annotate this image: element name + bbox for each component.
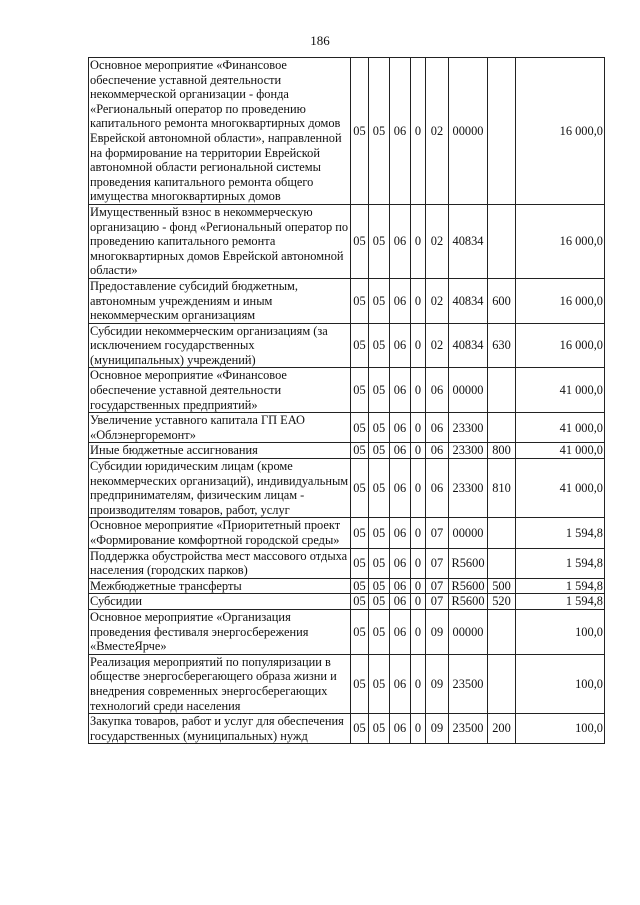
code-measure: 07 bbox=[426, 578, 449, 594]
amount: 16 000,0 bbox=[516, 58, 605, 205]
code-chapter: 05 bbox=[351, 594, 369, 610]
code-expense-type bbox=[488, 548, 516, 578]
code-program: 06 bbox=[390, 323, 411, 368]
amount: 16 000,0 bbox=[516, 323, 605, 368]
code-measure: 06 bbox=[426, 368, 449, 413]
table-row bbox=[89, 548, 605, 578]
table-row bbox=[89, 204, 605, 278]
code-section: 05 bbox=[369, 204, 390, 278]
item-name: Поддержка обустройства мест массового отдыха населения (городских парков) bbox=[89, 548, 351, 578]
code-direction: 00000 bbox=[449, 58, 488, 205]
code-subprogram: 0 bbox=[411, 58, 426, 205]
amount: 1 594,8 bbox=[516, 548, 605, 578]
page-number: 186 bbox=[310, 33, 330, 48]
code-section: 05 bbox=[369, 413, 390, 443]
code-chapter: 05 bbox=[351, 459, 369, 518]
code-program: 06 bbox=[390, 413, 411, 443]
table-row bbox=[89, 443, 605, 459]
code-expense-type bbox=[488, 609, 516, 654]
budget-table bbox=[88, 57, 605, 744]
code-direction: R5600 bbox=[449, 578, 488, 594]
code-chapter: 05 bbox=[351, 413, 369, 443]
table-row bbox=[89, 578, 605, 594]
code-expense-type: 600 bbox=[488, 278, 516, 323]
code-measure: 06 bbox=[426, 459, 449, 518]
item-name: Иные бюджетные ассигнования bbox=[89, 443, 351, 459]
item-name: Закупка товаров, работ и услуг для обеспечения государственных (муниципальных) нужд bbox=[89, 714, 351, 744]
code-program: 06 bbox=[390, 609, 411, 654]
code-chapter: 05 bbox=[351, 548, 369, 578]
code-section: 05 bbox=[369, 594, 390, 610]
code-subprogram: 0 bbox=[411, 714, 426, 744]
code-direction: 00000 bbox=[449, 609, 488, 654]
code-measure: 02 bbox=[426, 58, 449, 205]
code-subprogram: 0 bbox=[411, 413, 426, 443]
item-name: Предоставление субсидий бюджетным, автономным учреждениям и иным некоммерческим организациям bbox=[89, 278, 351, 323]
item-name: Основное мероприятие «Организация проведения фестиваля энергосбережения «ВместеЯрче» bbox=[89, 609, 351, 654]
code-chapter: 05 bbox=[351, 278, 369, 323]
code-section: 05 bbox=[369, 578, 390, 594]
code-chapter: 05 bbox=[351, 654, 369, 713]
code-expense-type bbox=[488, 413, 516, 443]
code-program: 06 bbox=[390, 204, 411, 278]
table-row bbox=[89, 323, 605, 368]
code-chapter: 05 bbox=[351, 58, 369, 205]
code-chapter: 05 bbox=[351, 578, 369, 594]
code-direction: 23300 bbox=[449, 443, 488, 459]
code-measure: 07 bbox=[426, 518, 449, 548]
code-chapter: 05 bbox=[351, 609, 369, 654]
code-direction: 23500 bbox=[449, 714, 488, 744]
amount: 41 000,0 bbox=[516, 413, 605, 443]
code-direction: 23500 bbox=[449, 654, 488, 713]
code-expense-type: 630 bbox=[488, 323, 516, 368]
code-measure: 06 bbox=[426, 443, 449, 459]
amount: 41 000,0 bbox=[516, 443, 605, 459]
amount: 41 000,0 bbox=[516, 368, 605, 413]
table-row bbox=[89, 714, 605, 744]
code-chapter: 05 bbox=[351, 518, 369, 548]
code-direction: 40834 bbox=[449, 204, 488, 278]
item-name: Межбюджетные трансферты bbox=[89, 578, 351, 594]
code-section: 05 bbox=[369, 323, 390, 368]
code-subprogram: 0 bbox=[411, 548, 426, 578]
code-direction: 23300 bbox=[449, 459, 488, 518]
code-expense-type bbox=[488, 58, 516, 205]
table-row bbox=[89, 58, 605, 205]
item-name: Увеличение уставного капитала ГП ЕАО «Облэнергоремонт» bbox=[89, 413, 351, 443]
code-section: 05 bbox=[369, 368, 390, 413]
code-section: 05 bbox=[369, 609, 390, 654]
amount: 1 594,8 bbox=[516, 518, 605, 548]
code-expense-type: 800 bbox=[488, 443, 516, 459]
code-direction: 00000 bbox=[449, 368, 488, 413]
code-section: 05 bbox=[369, 459, 390, 518]
code-program: 06 bbox=[390, 368, 411, 413]
budget-table-body bbox=[89, 58, 605, 744]
code-section: 05 bbox=[369, 518, 390, 548]
code-subprogram: 0 bbox=[411, 204, 426, 278]
code-expense-type bbox=[488, 518, 516, 548]
table-row bbox=[89, 654, 605, 713]
item-name: Основное мероприятие «Финансовое обеспечение уставной деятельности некоммерческой организации - фонда «Региональный оператор по проведению капитального ремонта многоквартирных домов Еврейской автономной области», направленной на формирование на территории Еврейской автономной области региональной системы проведения капитального ремонта общего имущества многоквартирных домов bbox=[89, 58, 351, 205]
code-subprogram: 0 bbox=[411, 518, 426, 548]
code-program: 06 bbox=[390, 278, 411, 323]
code-chapter: 05 bbox=[351, 714, 369, 744]
code-subprogram: 0 bbox=[411, 443, 426, 459]
code-expense-type: 520 bbox=[488, 594, 516, 610]
code-subprogram: 0 bbox=[411, 654, 426, 713]
code-direction: 00000 bbox=[449, 518, 488, 548]
code-program: 06 bbox=[390, 518, 411, 548]
code-chapter: 05 bbox=[351, 323, 369, 368]
code-program: 06 bbox=[390, 443, 411, 459]
code-subprogram: 0 bbox=[411, 323, 426, 368]
code-subprogram: 0 bbox=[411, 609, 426, 654]
code-program: 06 bbox=[390, 654, 411, 713]
code-measure: 09 bbox=[426, 714, 449, 744]
code-section: 05 bbox=[369, 278, 390, 323]
table-row bbox=[89, 518, 605, 548]
code-program: 06 bbox=[390, 58, 411, 205]
table-row bbox=[89, 609, 605, 654]
code-chapter: 05 bbox=[351, 443, 369, 459]
amount: 41 000,0 bbox=[516, 459, 605, 518]
code-measure: 09 bbox=[426, 654, 449, 713]
amount: 16 000,0 bbox=[516, 204, 605, 278]
item-name: Субсидии юридическим лицам (кроме некоммерческих организаций), индивидуальным предпринимателям, физическим лицам - производителям товаров, работ, услуг bbox=[89, 459, 351, 518]
item-name: Основное мероприятие «Финансовое обеспечение уставной деятельности государственных предприятий» bbox=[89, 368, 351, 413]
code-expense-type bbox=[488, 204, 516, 278]
table-row bbox=[89, 413, 605, 443]
code-section: 05 bbox=[369, 654, 390, 713]
code-program: 06 bbox=[390, 578, 411, 594]
item-name: Субсидии некоммерческим организациям (за исключением государственных (муниципальных) учреждений) bbox=[89, 323, 351, 368]
code-direction: 40834 bbox=[449, 323, 488, 368]
code-chapter: 05 bbox=[351, 368, 369, 413]
amount: 1 594,8 bbox=[516, 594, 605, 610]
table-row bbox=[89, 278, 605, 323]
code-expense-type bbox=[488, 368, 516, 413]
code-measure: 07 bbox=[426, 548, 449, 578]
amount: 1 594,8 bbox=[516, 578, 605, 594]
code-subprogram: 0 bbox=[411, 578, 426, 594]
code-subprogram: 0 bbox=[411, 278, 426, 323]
code-measure: 09 bbox=[426, 609, 449, 654]
code-chapter: 05 bbox=[351, 204, 369, 278]
amount: 16 000,0 bbox=[516, 278, 605, 323]
table-row bbox=[89, 368, 605, 413]
item-name: Основное мероприятие «Приоритетный проект «Формирование комфортной городской среды» bbox=[89, 518, 351, 548]
item-name: Реализация мероприятий по популяризации в обществе энергосберегающего образа жизни и внедрения современных энергосберегающих технологий среди населения bbox=[89, 654, 351, 713]
item-name: Имущественный взнос в некоммерческую организацию - фонд «Региональный оператор по проведению капитального ремонта многоквартирных домов Еврейской автономной области» bbox=[89, 204, 351, 278]
code-program: 06 bbox=[390, 459, 411, 518]
amount: 100,0 bbox=[516, 654, 605, 713]
code-subprogram: 0 bbox=[411, 459, 426, 518]
code-measure: 02 bbox=[426, 204, 449, 278]
amount: 100,0 bbox=[516, 714, 605, 744]
code-measure: 06 bbox=[426, 413, 449, 443]
code-expense-type: 200 bbox=[488, 714, 516, 744]
code-subprogram: 0 bbox=[411, 594, 426, 610]
code-expense-type bbox=[488, 654, 516, 713]
code-direction: 40834 bbox=[449, 278, 488, 323]
code-section: 05 bbox=[369, 443, 390, 459]
code-expense-type: 810 bbox=[488, 459, 516, 518]
code-section: 05 bbox=[369, 548, 390, 578]
code-section: 05 bbox=[369, 714, 390, 744]
code-program: 06 bbox=[390, 594, 411, 610]
code-program: 06 bbox=[390, 714, 411, 744]
code-direction: 23300 bbox=[449, 413, 488, 443]
code-subprogram: 0 bbox=[411, 368, 426, 413]
table-row bbox=[89, 459, 605, 518]
amount: 100,0 bbox=[516, 609, 605, 654]
code-measure: 02 bbox=[426, 278, 449, 323]
code-direction: R5600 bbox=[449, 594, 488, 610]
code-direction: R5600 bbox=[449, 548, 488, 578]
code-section: 05 bbox=[369, 58, 390, 205]
table-row bbox=[89, 594, 605, 610]
code-measure: 07 bbox=[426, 594, 449, 610]
code-expense-type: 500 bbox=[488, 578, 516, 594]
code-measure: 02 bbox=[426, 323, 449, 368]
item-name: Субсидии bbox=[89, 594, 351, 610]
code-program: 06 bbox=[390, 548, 411, 578]
